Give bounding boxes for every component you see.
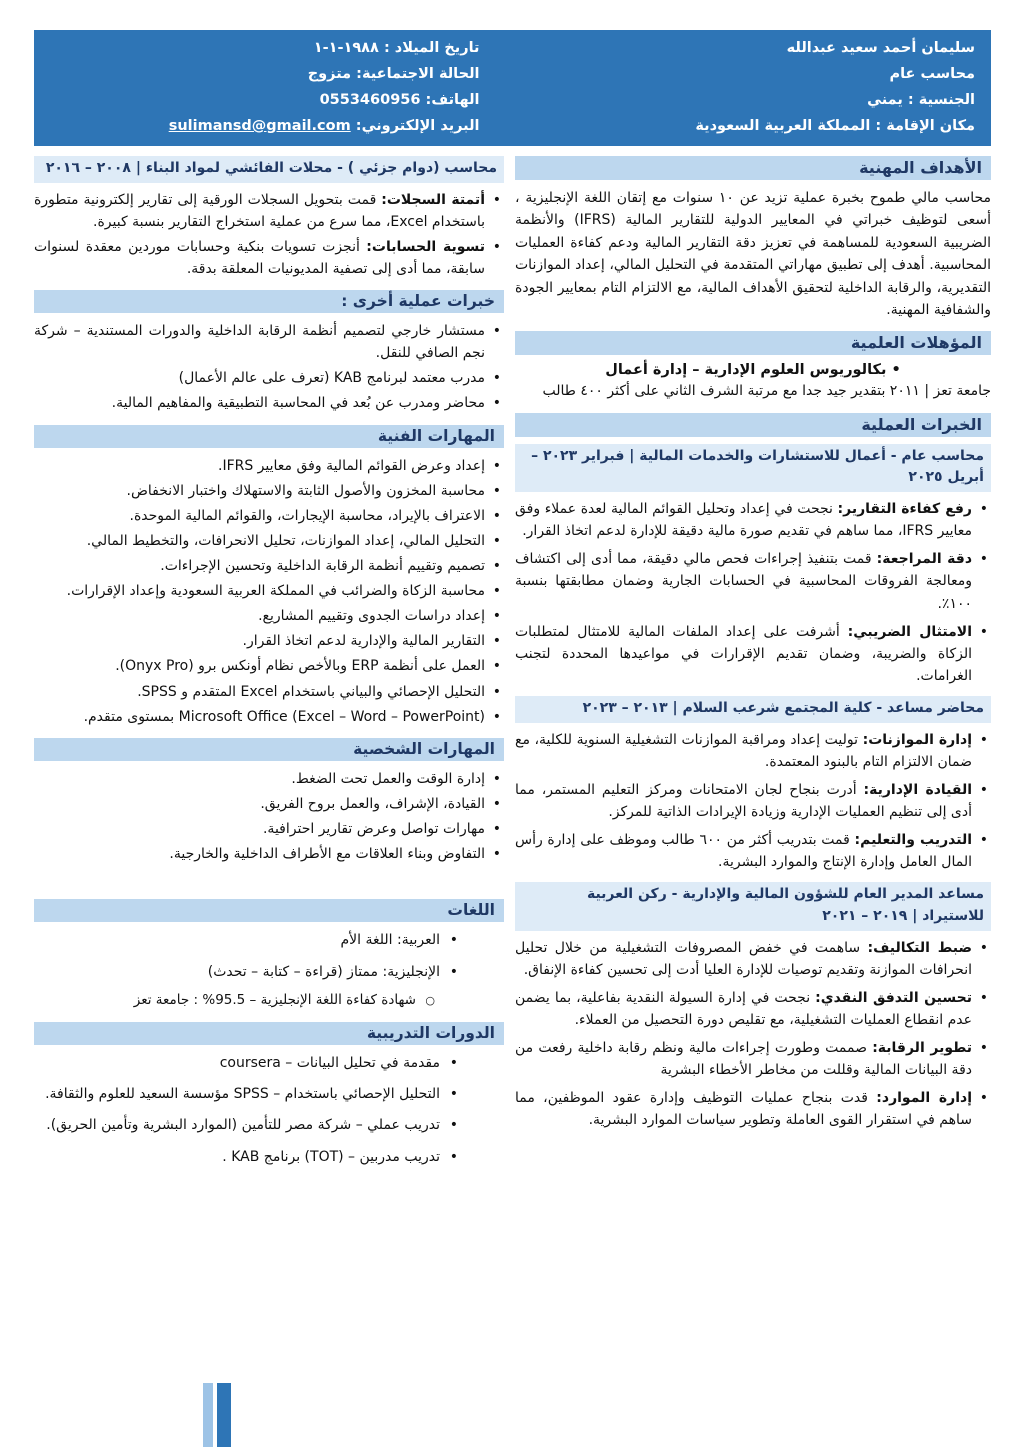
job-bullet-list: [515, 729, 991, 874]
job-bullet-item: • تحسين التدفق النقدي: نجحت في إدارة السيولة النقدية بفاعلية، بما يضمن عدم انقطاع العمليات التشغيلية، مع تقليص دورة التحصيل من العملاء.: [515, 987, 991, 1031]
section-objectives: [515, 156, 991, 321]
course-item: • تدريب عملي – شركة مصر للتأمين (الموارد البشرية وتأمين الحريق).: [34, 1114, 504, 1136]
job-bullet-item: • تطوير الرقابة: صممت وطورت إجراءات مالية ونظم رقابة داخلية رفعت من دقة البيانات المالية وقللت من مخاطر الأخطاء البشرية: [515, 1037, 991, 1081]
section-languages: [34, 899, 504, 1011]
header-banner: [34, 30, 991, 146]
job-bullet-item: • التدريب والتعليم: قمت بتدريب أكثر من ٦٠٠ طالب وموظف على إدارة رأس المال العامل وإدارة الإنتاج والموارد البشرية.: [515, 829, 991, 873]
experience-header: الخبرات العملية: [515, 413, 991, 437]
page-columns: [34, 156, 991, 1178]
banner-contact: [50, 40, 552, 134]
languages-header: اللغات: [34, 899, 504, 922]
technical-skill-item: • محاسبة الزكاة والضرائب في المملكة العربية السعودية وإعداد الإقرارات.: [34, 580, 504, 602]
section-education: [515, 331, 991, 402]
job-bullet-list: [515, 937, 991, 1132]
language-item: • العربية: اللغة الأم: [34, 929, 504, 951]
page-decoration-bar-dark: [217, 1383, 231, 1447]
section-other-experience: [34, 290, 504, 414]
degree-title: بكالوريوس العلوم الإدارية – إدارة أعمال: [605, 362, 887, 379]
nationality-line: [552, 92, 976, 108]
language-certificate: [34, 990, 504, 1012]
job-bullet-item: • إدارة الموازنات: توليت إعداد ومراقبة الموازنات التشغيلية السنوية للكلية، مع ضمان الالتزام التام بالبنود المعتمدة.: [515, 729, 991, 773]
technical-skill-item: • التحليل الإحصائي والبياني باستخدام Excel المتقدم و SPSS.: [34, 681, 504, 703]
job-bullet-item: • ضبط التكاليف: ساهمت في خفض المصروفات التشغيلية من خلال تحليل انحرافات الموازنة وتقديم توصيات للإدارة العليا أدت إلى تحسين كفاءة الإنفاق.: [515, 937, 991, 981]
language-certificate-text: شهادة كفاءة اللغة الإنجليزية – 95.5% : جامعة تعز: [133, 991, 416, 1008]
language-item: • الإنجليزية: ممتاز (قراءة – كتابة – تحدث): [34, 961, 504, 983]
objectives-header: الأهداف المهنية: [515, 156, 991, 180]
job-bullet-item: • رفع كفاءة التقارير: نجحت في إعداد وتحليل القوائم المالية لعدة عملاء وفق معايير IFRS، مما ساهم في تقديم صورة مالية دقيقة للإدارة لدعم اتخاذ القرار.: [515, 498, 991, 542]
phone-line: [56, 92, 480, 108]
job-entry-2: [515, 696, 991, 873]
marital-status-label: الحالة الاجتماعية:: [356, 66, 480, 82]
nationality-label: الجنسية :: [907, 92, 975, 108]
phone-value: 0553460956: [319, 92, 421, 108]
part-time-bullet-item: • أتمتة السجلات: قمت بتحويل السجلات الورقية إلى تقارير إلكترونية متطورة باستخدام Excel، مما سرع من عملية استخراج التقارير بنسبة كبيرة.: [34, 189, 504, 233]
technical-skill-item: • إعداد دراسات الجدوى وتقييم المشاريع.: [34, 605, 504, 627]
technical-skill-item: • التحليل المالي، إعداد الموازنات، تحليل الانحرافات، والتخطيط المالي.: [34, 530, 504, 552]
job-title: محاسب عام - أعمال للاستشارات والخدمات المالية | فبراير ٢٠٢٣ – أبريل ٢٠٢٥: [515, 444, 991, 492]
other-experience-item: • مدرب معتمد لبرنامج KAB (تعرف على عالم الأعمال): [34, 367, 504, 389]
residence-line: [552, 118, 976, 134]
job-title: محاضر مساعد - كلية المجتمع شرعب السلام | ٢٠١٣ – ٢٠٢٣: [515, 696, 991, 723]
person-job-title: محاسب عام: [889, 66, 975, 82]
person-name: سليمان أحمد سعيد عبدالله: [786, 40, 975, 56]
job-entry-1: [515, 444, 991, 687]
section-experience: [515, 413, 991, 1132]
other-experience-item: • مستشار خارجي لتصميم أنظمة الرقابة الداخلية والدورات المستندية – شركة نجم الصافي للنقل.: [34, 320, 504, 364]
birth-date-line: [56, 40, 480, 56]
personal-skill-item: • القيادة، الإشراف، والعمل بروح الفريق.: [34, 793, 504, 815]
part-time-bullet-list: [34, 189, 504, 280]
phone-label: الهاتف:: [425, 92, 480, 108]
part-time-bullet-item: • تسوية الحسابات: أنجزت تسويات بنكية وحسابات موردين معقدة لسنوات سابقة، مما أدى إلى تصفية المديونيات المعلقة بدقة.: [34, 236, 504, 280]
objectives-text: محاسب مالي طموح بخبرة عملية تزيد عن ١٠ سنوات مع إتقان اللغة الإنجليزية ، أسعى لتوظيف خبراتي في المعايير الدولية للتقارير المالية (IFRS) والأنظمة الضريبية السعودية للمساهمة في تعزيز دقة التقارير المالية ودعم كفاءة العمليات المحاسبية. أهدف إلى تطبيق مهاراتي المتقدمة في التحليل المالي، إعداد الموازنات التقديرية، والرقابة الداخلية لتحقيق الأهداف المالية، مع الالتزام التام بمعايير الجودة والشفافية المهنية.: [515, 190, 992, 318]
languages-list: [34, 929, 504, 983]
other-experience-item: • محاضر ومدرب عن بُعد في المحاسبة التطبيقية والمفاهيم المالية.: [34, 392, 504, 414]
residence-value: المملكة العربية السعودية: [695, 118, 871, 134]
technical-skill-item: • محاسبة المخزون والأصول الثابتة والاستهلاك واختبار الانخفاض.: [34, 480, 504, 502]
technical-skills-header: المهارات الفنية: [34, 425, 504, 448]
job-bullet-list: [515, 498, 991, 687]
banner-identity: [552, 40, 976, 134]
marital-status-value: متزوج: [307, 66, 352, 82]
degree-details: جامعة تعز | ٢٠١١ بتقدير جيد جدا مع مرتبة الشرف الثاني على أكثر ٤٠٠ طالب: [542, 383, 991, 400]
section-technical-skills: [34, 425, 504, 728]
email-link[interactable]: sulimansd@gmail.com: [168, 118, 351, 134]
main-column: [515, 156, 991, 1142]
technical-skills-list: [34, 455, 504, 728]
course-item: • تدريب مدربين – (TOT) برنامج KAB .: [34, 1146, 504, 1168]
birth-date-label: تاريخ الميلاد :: [383, 40, 480, 56]
technical-skill-item: • العمل على أنظمة ERP وبالأخص نظام أونكس برو (Onyx Pro).: [34, 655, 504, 677]
personal-skill-item: • مهارات تواصل وعرض تقارير احترافية.: [34, 818, 504, 840]
job-bullet-item: • القيادة الإدارية: أدرت بنجاح لجان الامتحانات ومركز التعليم المستمر، مما أدى إلى تنظيم العمليات الإدارية وزيادة الإيرادات الذاتية للمركز.: [515, 779, 991, 823]
technical-skill-item: • Microsoft Office (Excel – Word – PowerPoint) بمستوى متقدم.: [34, 706, 504, 728]
personal-skills-list: [34, 768, 504, 865]
email-label: البريد الإلكتروني:: [355, 118, 480, 134]
technical-skill-item: • تصميم وتقييم أنظمة الرقابة الداخلية وتحسين الإجراءات.: [34, 555, 504, 577]
part-time-job-title: محاسب (دوام جزئي ) - محلات الفائشي لمواد البناء | ٢٠٠٨ – ٢٠١٦: [34, 156, 504, 183]
technical-skill-item: • إعداد وعرض القوائم المالية وفق معايير IFRS.: [34, 455, 504, 477]
residence-label: مكان الإقامة :: [875, 118, 975, 134]
job-bullet-item: • إدارة الموارد: قدت بنجاح عمليات التوظيف وإدارة عقود الموظفين، مما ساهم في استقرار القوى العاملة وتطوير سياسات الموارد البشرية.: [515, 1087, 991, 1131]
other-experience-header: خبرات عملية أخرى :: [34, 290, 504, 313]
personal-skill-item: • إدارة الوقت والعمل تحت الضغط.: [34, 768, 504, 790]
job-bullet-item: • الامتثال الضريبي: أشرفت على إعداد الملفات المالية للامتثال لمتطلبات الزكاة والضريبة، وضمان تقديم الإقرارات في مواعيدها المحددة لتجنب الغرامات.: [515, 621, 991, 687]
education-header: المؤهلات العلمية: [515, 331, 991, 355]
section-part-time-job: [34, 156, 504, 280]
technical-skill-item: • التقارير المالية والإدارية لدعم اتخاذ القرار.: [34, 630, 504, 652]
marital-status-line: [56, 66, 480, 82]
section-personal-skills: [34, 738, 504, 865]
email-line: [56, 118, 480, 134]
courses-header: الدورات التدريبية: [34, 1022, 504, 1045]
side-column: [34, 156, 504, 1178]
other-experience-list: [34, 320, 504, 414]
section-courses: [34, 1022, 504, 1169]
job-bullet-item: • دقة المراجعة: قمت بتنفيذ إجراءات فحص مالي دقيقة، مما أدى إلى اكتشاف ومعالجة الفروقات المحاسبية في الحسابات الجارية وضمان مطابقتها بنسبة ١٠٠٪.: [515, 548, 991, 614]
birth-date-value: ١٩٨٨-١-١: [313, 40, 379, 56]
course-item: • مقدمة في تحليل البيانات – coursera: [34, 1052, 504, 1074]
job-entry-3: [515, 882, 991, 1131]
personal-skill-item: • التفاوض وبناء العلاقات مع الأطراف الداخلية والخارجية.: [34, 843, 504, 865]
job-title: مساعد المدير العام للشؤون المالية والإدارية - ركن العربية للاستيراد | ٢٠١٩ – ٢٠٢١: [515, 882, 991, 930]
page-decoration-bar-light: [203, 1383, 213, 1447]
personal-skills-header: المهارات الشخصية: [34, 738, 504, 761]
degree-line: • بكالوريوس العلوم الإدارية – إدارة أعمال: [605, 362, 901, 379]
nationality-value: يمني: [867, 92, 903, 108]
courses-list: [34, 1052, 504, 1169]
technical-skill-item: • الاعتراف بالإيراد، محاسبة الإيجارات، والقوائم المالية الموحدة.: [34, 505, 504, 527]
course-item: • التحليل الإحصائي باستخدام – SPSS مؤسسة السعيد للعلوم والثقافة.: [34, 1083, 504, 1105]
